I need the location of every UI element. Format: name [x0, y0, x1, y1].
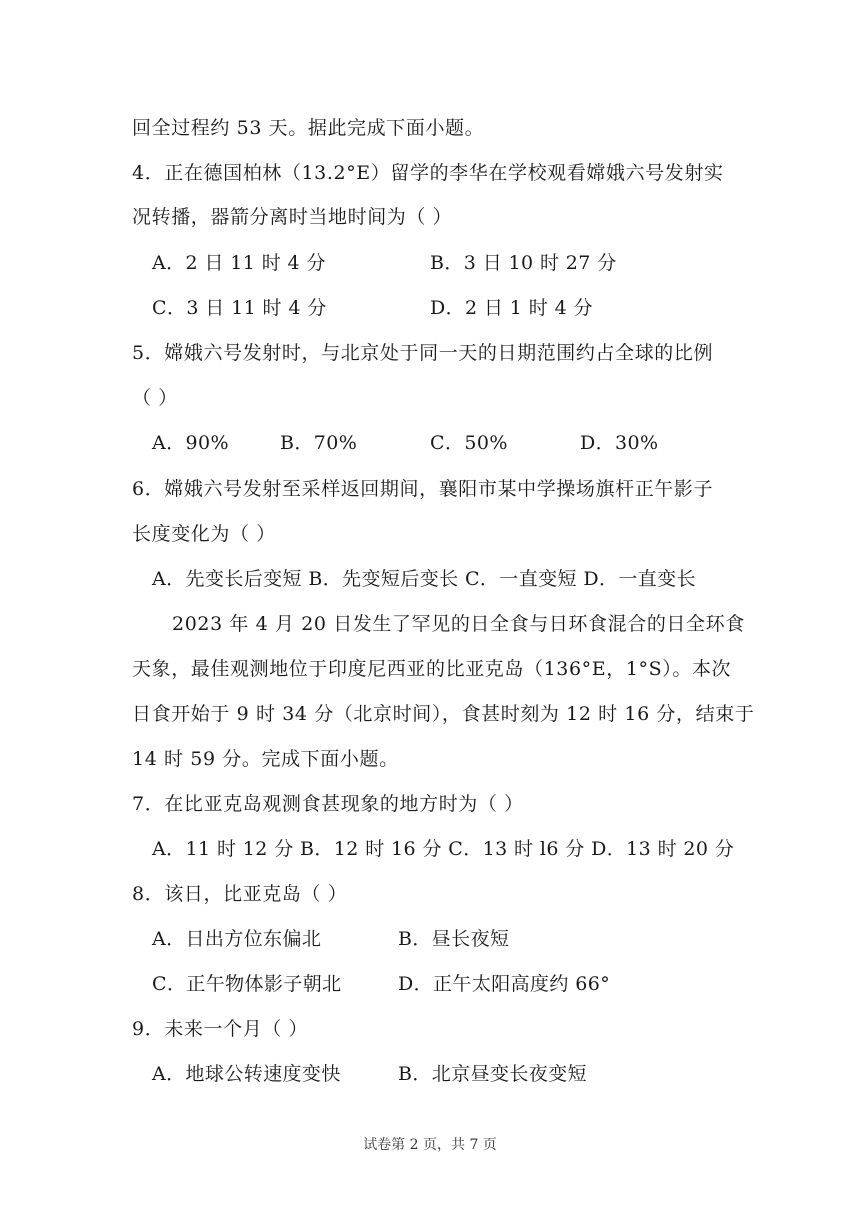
question-4-option-b: B．3 日 10 时 27 分: [430, 252, 617, 274]
passage2-line1: 2023 年 4 月 20 日发生了罕见的日全食与日环食混合的日全环食: [172, 613, 745, 635]
question-8-stem: 8．该日，比亚克岛（ ）: [132, 883, 348, 905]
question-4-option-a: A．2 日 11 时 4 分: [152, 252, 326, 274]
question-4-stem-line1: 4．正在德国柏林（13.2°E）留学的李华在学校观看嫦娥六号发射实: [132, 162, 724, 184]
question-5-stem-line2: （ ）: [132, 387, 178, 409]
question-8-option-b: B．昼长夜短: [398, 928, 510, 950]
passage2-line4: 14 时 59 分。完成下面小题。: [132, 748, 399, 770]
passage2-line2: 天象，最佳观测地位于印度尼西亚的比亚克岛（136°E，1°S）。本次: [132, 658, 732, 680]
question-5-option-d: D．30%: [580, 432, 659, 454]
question-7-options: A．11 时 12 分 B．12 时 16 分 C．13 时 l6 分 D．13 时 20 分: [152, 838, 735, 860]
question-9-option-a: A．地球公转速度变快: [152, 1063, 341, 1085]
question-9-stem: 9．未来一个月（ ）: [132, 1018, 309, 1040]
question-6-options: A．先变长后变短 B．先变短后变长 C．一直变短 D．一直变长: [152, 568, 696, 590]
question-5-option-a: A．90%: [152, 432, 229, 454]
question-5-stem-line1: 5．嫦娥六号发射时，与北京处于同一天的日期范围约占全球的比例: [132, 342, 714, 364]
question-8-option-d: D．正午太阳高度约 66°: [398, 973, 611, 995]
question-8-option-c: C．正午物体影子朝北: [152, 973, 342, 995]
page-footer: 试卷第 2 页，共 7 页: [363, 1137, 497, 1153]
question-4-option-c: C．3 日 11 时 4 分: [152, 297, 327, 319]
question-6-stem-line1: 6．嫦娥六号发射至采样返回期间，襄阳市某中学操场旗杆正午影子: [132, 478, 714, 500]
question-5-option-c: C．50%: [430, 432, 508, 454]
question-7-stem: 7．在比亚克岛观测食甚现象的地方时为（ ）: [132, 793, 524, 815]
passage1-tail: 回全过程约 53 天。据此完成下面小题。: [132, 117, 485, 139]
passage2-line3: 日食开始于 9 时 34 分（北京时间），食甚时刻为 12 时 16 分，结束于: [132, 703, 755, 725]
question-8-option-a: A．日出方位东偏北: [152, 928, 322, 950]
question-5-option-b: B．70%: [280, 432, 358, 454]
question-4-stem-line2: 况转播，器箭分离时当地时间为（ ）: [132, 206, 453, 228]
question-6-stem-line2: 长度变化为（ ）: [132, 523, 276, 545]
question-4-option-d: D．2 日 1 时 4 分: [430, 297, 593, 319]
question-9-option-b: B．北京昼变长夜变短: [398, 1063, 587, 1085]
